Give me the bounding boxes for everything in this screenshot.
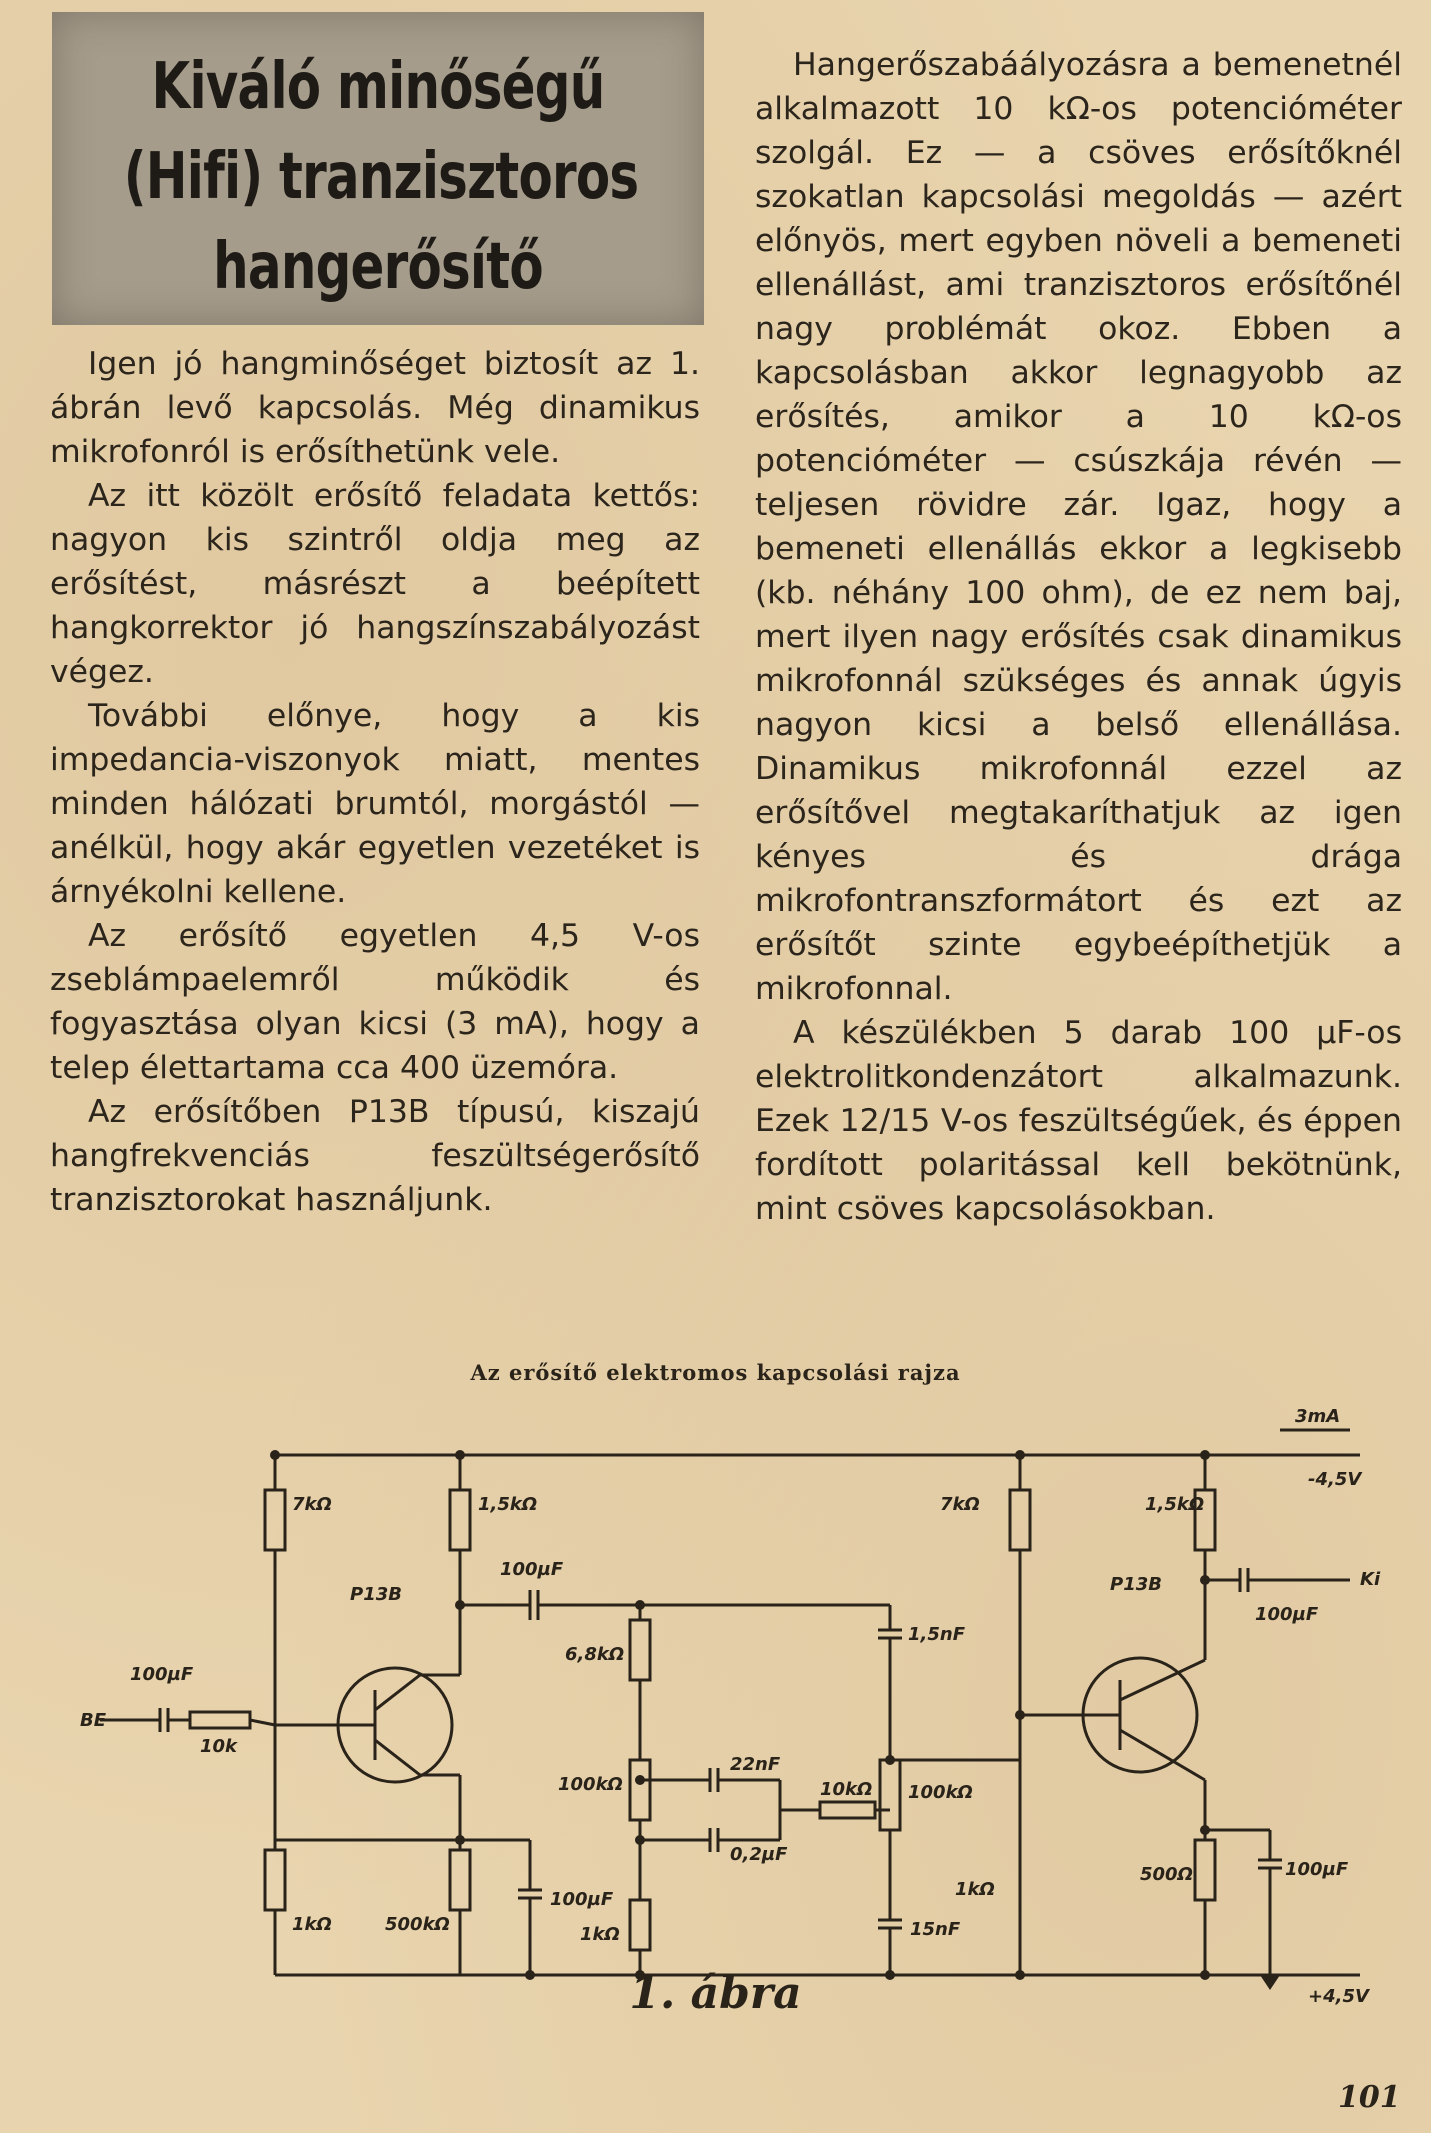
figure-label: 1. ábra [629, 1968, 802, 2019]
right-column [755, 43, 1402, 1231]
left-paragraph-5: Az erősítőben P13B típusú, kiszajú hangfrekvenciás feszültségerősítő tranzisztorokat használjunk. [50, 1094, 700, 1218]
label-vpos: +4,5V [1308, 1986, 1369, 2007]
resistor-1k-left [265, 1850, 285, 1910]
label-r-1k-right: 1kΩ [955, 1879, 995, 1900]
resistor-1k-mid [630, 1900, 650, 1950]
label-c-out: 100µF [1255, 1604, 1319, 1625]
left-paragraph-1: Igen jó hangminőséget biztosít az 1. ábrán levő kapcsolás. Még dinamikus mikrofonról is erősíthetünk vele. [50, 346, 700, 470]
label-pot-100k: 100kΩ [908, 1782, 973, 1803]
page-number: 101 [1338, 2080, 1401, 2115]
left-paragraph-3: További előnye, hogy a kis impedancia-viszonyok miatt, mentes minden hálózati brumtól, morgástól — anélkül, hogy akár egyetlen vezetéket is árnyékolni kellene. [50, 698, 700, 910]
circuit-schematic [60, 1390, 1400, 2010]
label-out: Ki [1360, 1569, 1381, 1590]
label-pot-in: 10k [200, 1736, 238, 1757]
label-current: 3mA [1295, 1406, 1341, 1427]
left-column [50, 342, 700, 1222]
label-r-1k-l: 1kΩ [292, 1914, 332, 1935]
label-in: BE [80, 1710, 107, 1731]
label-r-500: 500Ω [1140, 1864, 1193, 1885]
left-paragraph-2: Az itt közölt erősítő feladata kettős: nagyon kis szintről oldja meg az erősítést, másrészt a beépített hangkorrektor jó hangszínszabályozást végez. [50, 478, 700, 690]
label-c-02: 0,2µF [730, 1844, 788, 1865]
resistor-100k-left [630, 1760, 650, 1820]
right-paragraph-2: A készülékben 5 darab 100 µF-os elektrolitkondenzátort alkalmazunk. Ezek 12/15 V-os feszültségűek, és éppen fordított polaritással kell bekötnünk, mint csöves kapcsolásokban. [755, 1015, 1402, 1227]
figure-caption: Az erősítő elektromos kapcsolási rajza [470, 1360, 961, 1385]
left-paragraph-4: Az erősítő egyetlen 4,5 V-os zseblámpaelemről működik és fogyasztása olyan kicsi (3 mA), hogy a telep élettartama cca 400 üzemóra. [50, 918, 700, 1086]
label-c-22n: 22nF [730, 1754, 781, 1775]
resistor-7k-left [265, 1490, 285, 1550]
label-r-68: 6,8kΩ [565, 1644, 625, 1665]
label-c-15n: 1,5nF [908, 1624, 965, 1645]
label-c-15n2: 15nF [910, 1919, 961, 1940]
label-r2: 1,5kΩ [478, 1494, 538, 1515]
label-t1: P13B [350, 1584, 402, 1605]
label-r-10k: 10kΩ [820, 1779, 873, 1800]
resistor-1k5-left [450, 1490, 470, 1550]
label-r3: 7kΩ [940, 1494, 980, 1515]
label-c-100-right: 100µF [1285, 1859, 1349, 1880]
resistor-10k [820, 1802, 875, 1818]
label-r-500k: 500kΩ [385, 1914, 450, 1935]
potentiometer-10k [190, 1712, 250, 1728]
resistor-7k-right [1010, 1490, 1030, 1550]
label-r4: 1,5kΩ [1145, 1494, 1205, 1515]
potentiometer-100k [880, 1760, 900, 1830]
title-line-3: hangerősítő [213, 230, 543, 304]
title-line-1: Kiváló minőségű [151, 50, 605, 124]
resistor-6k8 [630, 1620, 650, 1680]
label-r-100k-l: 100kΩ [558, 1774, 623, 1795]
label-c-in: 100µF [130, 1664, 194, 1685]
resistor-500 [1195, 1840, 1215, 1900]
label-r1: 7kΩ [292, 1494, 332, 1515]
label-r-1k-mid: 1kΩ [580, 1924, 620, 1945]
title-line-2: (Hifi) tranzisztoros [123, 140, 639, 214]
label-vneg: -4,5V [1308, 1469, 1362, 1490]
resistor-500k [450, 1850, 470, 1910]
title-block [52, 12, 704, 325]
label-c-100-mid: 100µF [550, 1889, 614, 1910]
label-c-coupling1: 100µF [500, 1559, 564, 1580]
right-paragraph-1: Hangerőszabáályozásra a bemenetnél alkalmazott 10 kΩ-os potencióméter szolgál. Ez — a csöves erősítőknél szokatlan kapcsolási megoldás — azért előnyös, mert egyben növeli a bemeneti ellenállást, ami tranzisztoros erősítőnél nagy problémát okoz. Ebben a kapcsolásban akkor legnagyobb az erősítés, amikor a 10 kΩ-os potencióméter — csúszkája révén — teljesen rövidre zár. Igaz, hogy a bemeneti ellenállás ekkor a legkisebb (kb. néhány 100 ohm), de ez nem baj, mert ilyen nagy erősítés csak dinamikus mikrofonnál szükséges és annak úgyis nagyon kicsi a belső ellenállása. Dinamikus mikrofonnál ezzel az erősítővel megtakaríthatjuk az igen kényes és drága mikrofontranszformátort és ezt az erősítőt szinte egybeépíthetjük a mikrofonnal. [755, 47, 1402, 1007]
label-t2: P13B [1110, 1574, 1162, 1595]
